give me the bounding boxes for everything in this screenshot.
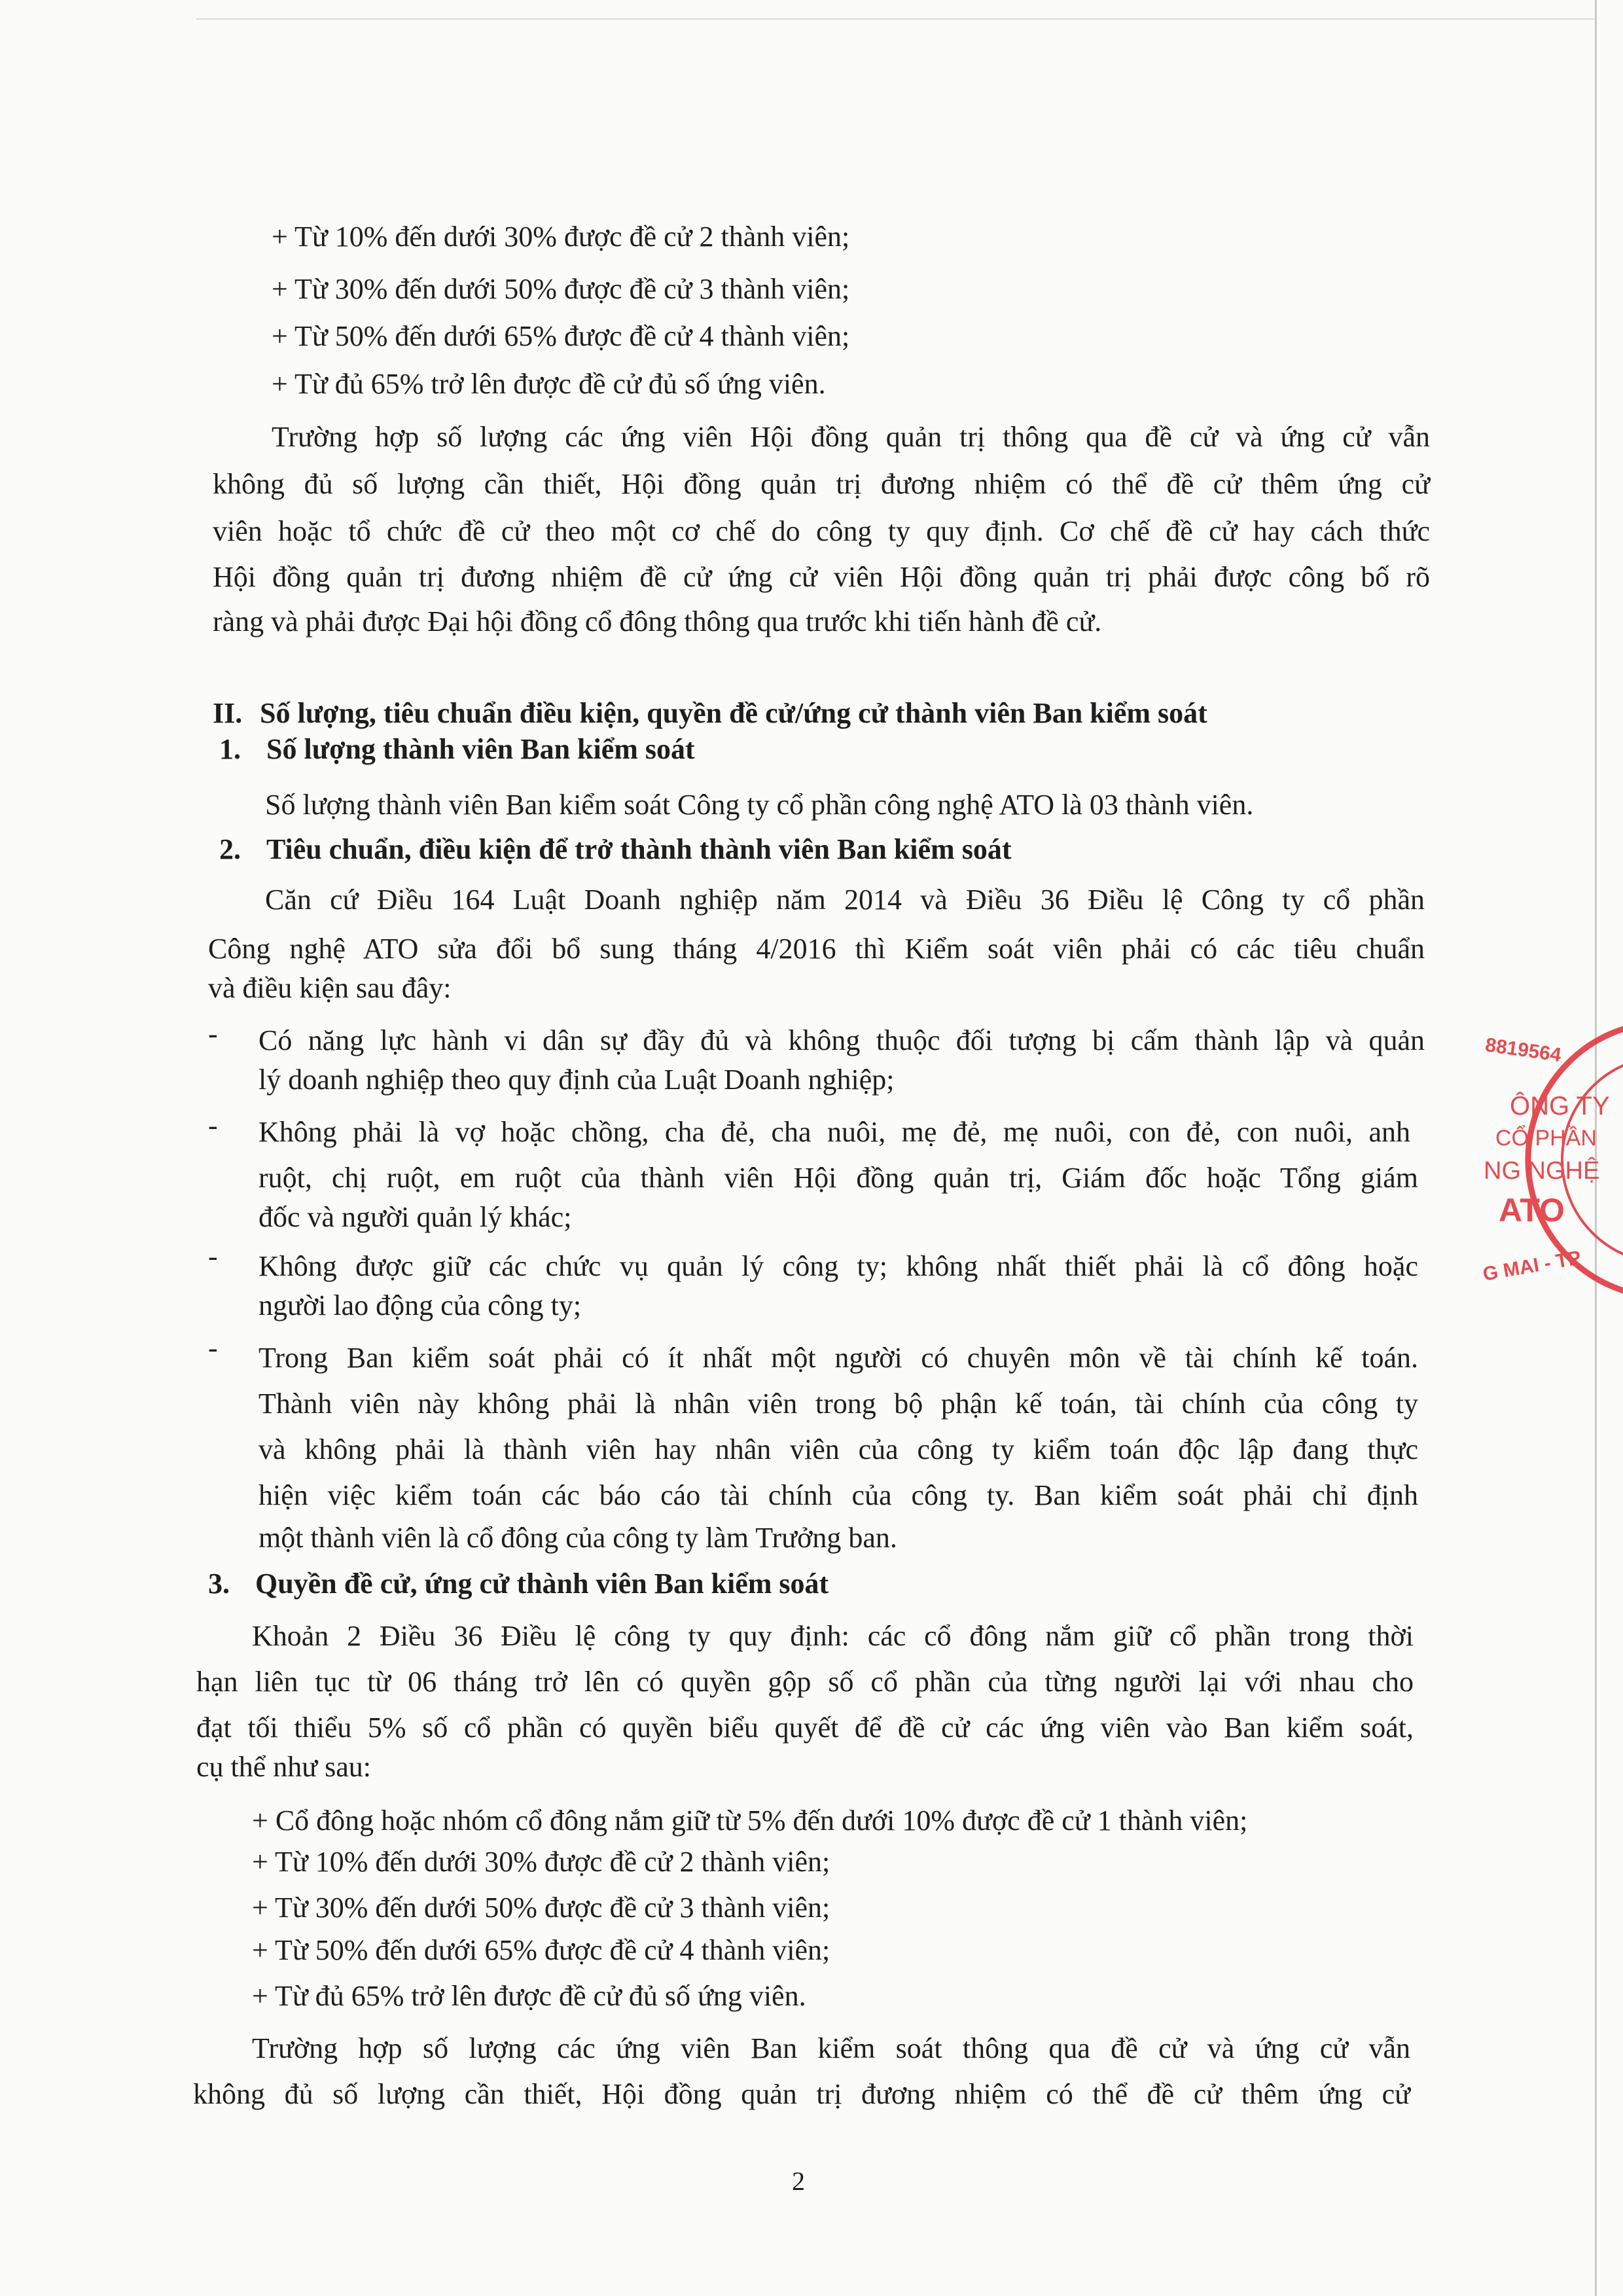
subsection-heading [219, 830, 1011, 869]
paragraph-line: cụ thể như sau: [196, 1751, 372, 1783]
paragraph-line: viên hoặc tổ chức đề cử theo một cơ chế do công ty quy định. Cơ chế đề cử hay cách thức [213, 515, 1430, 547]
bullet-line: Trong Ban kiểm soát phải có ít nhất một người có chuyên môn về tài chính kế toán. [259, 1342, 1418, 1374]
paragraph-line: Trường hợp số lượng các ứng viên Ban kiểm soát thông qua đề cử và ứng cử vẫn [252, 2032, 1410, 2064]
paragraph-line: Hội đồng quản trị đương nhiệm đề cử ứng cử viên Hội đồng quản trị phải được công bố rõ [213, 561, 1430, 593]
section-title: Số lượng, tiêu chuẩn điều kiện, quyền đề cử/ứng cử thành viên Ban kiểm soát [260, 697, 1207, 729]
paragraph-line: và điều kiện sau đây: [208, 972, 452, 1004]
subsection-number: 3. [208, 1568, 230, 1600]
bullet-dash: - [208, 1018, 218, 1050]
paragraph-line: Công nghệ ATO sửa đổi bổ sung tháng 4/2016 thì Kiểm soát viên phải có các tiêu chuẩn [208, 933, 1425, 965]
bullet-line: Không phải là vợ hoặc chồng, cha đẻ, cha nuôi, mẹ đẻ, mẹ nuôi, con đẻ, con nuôi, anh [259, 1116, 1410, 1148]
paragraph-line: Khoản 2 Điều 36 Điều lệ công ty quy định: các cổ đông nắm giữ cổ phần trong thời [252, 1620, 1414, 1652]
paragraph-line: Căn cứ Điều 164 Luật Doanh nghiệp năm 2014 và Điều 36 Điều lệ Công ty cổ phần [265, 884, 1425, 916]
list-item: + Từ đủ 65% trở lên được đề cử đủ số ứng viên. [252, 1980, 806, 2012]
bullet-dash: - [208, 1109, 218, 1141]
bullet-line: Thành viên này không phải là nhân viên trong bộ phận kế toán, tài chính của công ty [259, 1388, 1418, 1420]
subsection-title: Số lượng thành viên Ban kiểm soát [266, 733, 695, 765]
bullet-line: ruột, chị ruột, em ruột của thành viên Hội đồng quản trị, Giám đốc hoặc Tổng giám [259, 1162, 1418, 1194]
bullet-line: và không phải là thành viên hay nhân viên của công ty kiểm toán độc lập đang thực [259, 1433, 1418, 1465]
bullet-line: Có năng lực hành vi dân sự đầy đủ và không thuộc đối tượng bị cấm thành lập và quản [259, 1024, 1425, 1056]
list-item: + Từ 50% đến dưới 65% được đề cử 4 thành viên; [252, 1934, 830, 1966]
bullet-line: hiện việc kiểm toán các báo cáo tài chính của công ty. Ban kiểm soát phải chỉ định [259, 1479, 1418, 1511]
paragraph-line: không đủ số lượng cần thiết, Hội đồng quản trị đương nhiệm có thể đề cử thêm ứng cử [213, 468, 1430, 500]
stamp-text: 8819564 [1484, 1034, 1563, 1066]
subsection-heading [208, 1564, 829, 1604]
subsection-heading [219, 730, 695, 769]
list-item: + Từ 10% đến dưới 30% được đề cử 2 thành viên; [272, 221, 850, 253]
subsection-number: 1. [219, 733, 241, 765]
paragraph-line: đạt tối thiểu 5% số cổ phần có quyền biểu quyết để đề cử các ứng viên vào Ban kiểm soát, [196, 1712, 1414, 1744]
list-item: + Từ 50% đến dưới 65% được đề cử 4 thành viên; [272, 320, 850, 352]
stamp-text: ÔNG TY [1510, 1092, 1610, 1121]
list-item: + Từ 30% đến dưới 50% được đề cử 3 thành viên; [272, 273, 850, 305]
bullet-dash: - [208, 1240, 218, 1272]
bullet-line: Không được giữ các chức vụ quản lý công ty; không nhất thiết phải là cổ đông hoặc [259, 1250, 1418, 1282]
bullet-line: người lao động của công ty; [259, 1289, 582, 1321]
stamp-text: G MAI - TP [1481, 1247, 1583, 1285]
bullet-dash: - [208, 1332, 218, 1364]
page-number: 2 [792, 2166, 805, 2196]
paragraph-line: Số lượng thành viên Ban kiểm soát Công ty cổ phần công nghệ ATO là 03 thành viên. [265, 789, 1254, 821]
bullet-line: lý doanh nghiệp theo quy định của Luật Doanh nghiệp; [259, 1064, 895, 1096]
paragraph-line: ràng và phải được Đại hội đồng cổ đông thông qua trước khi tiến hành đề cử. [213, 605, 1102, 637]
list-item: + Từ 10% đến dưới 30% được đề cử 2 thành viên; [252, 1846, 830, 1878]
list-item: + Cổ đông hoặc nhóm cổ đông nắm giữ từ 5% đến dưới 10% được đề cử 1 thành viên; [252, 1804, 1248, 1837]
bullet-line: đốc và người quản lý khác; [259, 1201, 572, 1233]
subsection-number: 2. [219, 833, 241, 865]
paragraph-line: hạn liên tục từ 06 tháng trở lên có quyền gộp số cổ phần của từng người lại với nhau cho [196, 1666, 1414, 1698]
bullet-line: một thành viên là cổ đông của công ty làm Trưởng ban. [259, 1522, 897, 1554]
stamp-text: CỔ PHẦN [1495, 1126, 1597, 1151]
stamp-text: NG NGHỆ [1484, 1157, 1600, 1185]
company-stamp [1469, 1008, 1623, 1309]
list-item: + Từ 30% đến dưới 50% được đề cử 3 thành viên; [252, 1892, 830, 1924]
subsection-title: Tiêu chuẩn, điều kiện để trở thành thành viên Ban kiểm soát [266, 833, 1012, 865]
paragraph-line: không đủ số lượng cần thiết, Hội đồng quản trị đương nhiệm có thể đề cử thêm ứng cử [193, 2078, 1410, 2110]
stamp-text: ATO [1499, 1192, 1565, 1229]
section-heading [213, 694, 1207, 733]
paragraph-line: Trường hợp số lượng các ứng viên Hội đồng quản trị thông qua đề cử và ứng cử vẫn [272, 421, 1430, 453]
subsection-title: Quyền đề cử, ứng cử thành viên Ban kiểm soát [255, 1568, 829, 1600]
list-item: + Từ đủ 65% trở lên được đề cử đủ số ứng viên. [272, 368, 826, 400]
section-number: II. [213, 697, 243, 729]
